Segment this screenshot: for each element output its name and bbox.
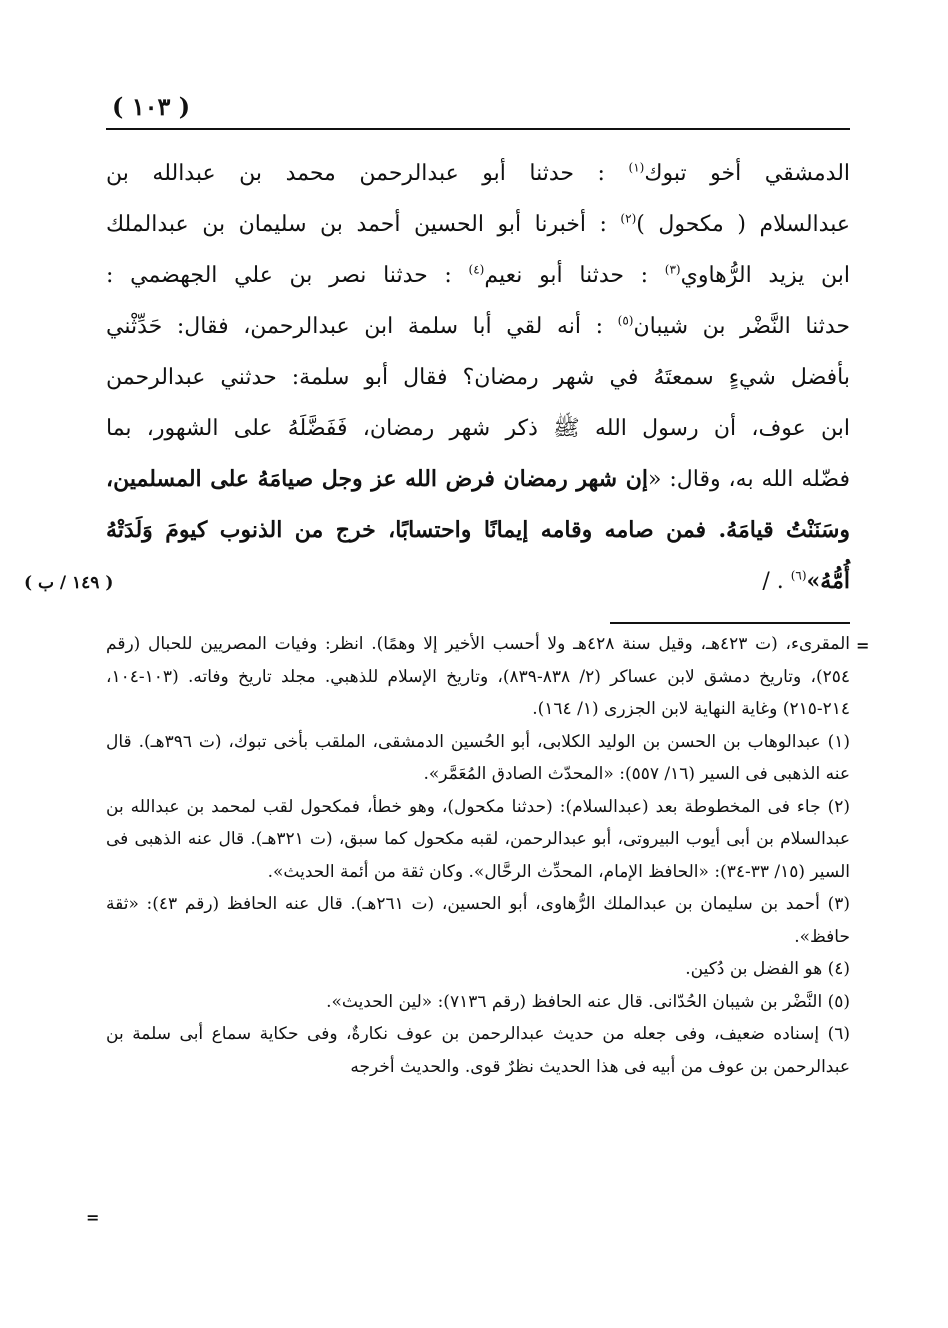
footnote-marker-5[interactable]: (٥) [617,313,634,328]
main-line-1-a: الدمشقي أخو تبوك [644,161,851,186]
main-line-1 [106,148,850,199]
continuation-mark-top: = [856,636,870,655]
main-line-2-a: عبدالسلام ( مكحول ) [636,212,850,237]
main-line-1-b: : حدثنا أبو عبدالرحمن محمد بن عبدالله بن [106,161,605,186]
continuation-mark-bottom: = [86,1208,100,1227]
main-text [106,148,850,607]
footnote-3: (٣) أحمد بن سليمان بن عبدالملك الرُّهاوى، أبو الحسين، (ت ٢٦١هـ). قال عنه الحافظ (رقم ٤٣): «ثقة حافظ». [106,894,850,947]
main-line-2-b: : أخبرنا أبو الحسين أحمد بن سليمان بن عبدالملك [106,212,607,237]
main-line-7 [106,454,850,505]
footnote-marker-6[interactable]: (٦) [790,568,807,583]
main-line-3 [106,250,850,301]
header-rule [106,128,850,130]
main-line-6: ابن عوف، أن رسول الله ﷺ ذكر شهر رمضان، فَفَضَّلَهُ على الشهور، بما [106,416,850,441]
main-line-3-b: : حدثنا أبو نعيم [484,263,649,288]
main-line-2 [106,199,850,250]
page-number: ( ١٠٣ ) [112,92,191,121]
footnote-marker-4[interactable]: (٤) [468,262,485,277]
footnote-1: (١) عبدالوهاب بن الحسن بن الوليد الكلابى، أبو الحُسين الدمشقى، الملقب بأخى تبوك، (ت ٣٩٦هـ). قال عنه الذهبى فى السير (١٦/ ٥٥٧): «المحدّث الصادق المُعَمَّر». [106,731,851,784]
footnote-2: (٢) جاء فى المخطوطة بعد (عبدالسلام): (حدثنا مكحول)، وهو خطأ، فمكحول لقب لمحمد بن عبدالله بن عبدالسلام بن أبى أيوب البيروتى، أبو عبدالرحمن، لقبه مكحول كما سبق، (ت ٣٢١هـ). قال عنه الذهبى فى السير (١٥/ ٣٣-٣٤): «الحافظ الإمام، المحدِّث الرحَّال». وكان ثقة من أئمة الحديث». [106,796,851,882]
main-line-4-a: حدثنا النَّضْر بن شيبان [633,314,851,339]
main-line-3-a: ابن يزيد الرُّهاوي [680,263,851,288]
footnote-5: (٥) النَّضْر بن شيبان الحُدّانى. قال عنه الحافظ (رقم ٧١٣٦): «لين الحديث». [326,991,850,1012]
main-line-4-b: : أنه لقي أبا سلمة ابن عبدالرحمن، فقال: حَدِّثْني [106,314,604,339]
footnote-4: (٤) هو الفضل بن دُكين. [685,959,850,979]
main-line-7-a: فضّله الله به، وقال: « [647,467,850,492]
main-line-9-end: . / [762,569,784,594]
hadith-quote-end: أُمُّهُ» [806,568,850,594]
main-line-5: بأفضل شيءٍ سمعتَهُ في شهر رمضان؟ فقال أبو سلمة: حدثني عبدالرحمن [106,365,850,390]
manuscript-folio-ref: ( ١٤٩ / ب ) [24,573,114,593]
footnote-marker-2[interactable]: (٢) [620,211,637,226]
main-line-3-c: : حدثنا نصر بن علي الجهضمي : [106,263,452,288]
main-line-9 [106,556,850,607]
footnote-continuation: المقرىء، (ت ٤٢٣هـ، وقيل سنة ٤٢٨هـ ولا أحسب الأخير إلا وهمًا). انظر: وفيات المصريين للحبال (رقم ٢٥٤)، وتاريخ دمشق لابن عساكر (٢/ ٨٣٨-٨٣٩)، وتاريخ الإسلام للذهبي. مجلد تاريخ وفاته. (١٠٣-١٠٤، ٢١٤-٢١٥) وغاية النهاية لابن الجزرى (١/ ١٦٤). [106,634,850,719]
footnote-marker-1[interactable]: (١) [628,160,645,175]
hadith-quote-start: إن شهر رمضان فرض الله عز وجل صيامَهُ على المسلمين، [106,466,648,492]
main-line-8: وسَنَنْتُ قيامَهُ. فمن صامه وقامه إيمانًا واحتسابًا، خرج من الذنوب كيومَ وَلَدَتْهُ [106,517,850,543]
footnote-marker-3[interactable]: (٣) [664,262,681,277]
footnotes [106,628,850,1083]
footnote-rule [610,622,850,624]
main-line-4 [106,301,850,352]
footnote-6: (٦) إسناده ضعيف، وفى جعله من حديث عبدالرحمن بن عوف نكارةٌ، وفى حكاية سماع أبى سلمة بن عبدالرحمن بن عوف من أبيه فى هذا الحديث نظرٌ قوى. والحديث أخرجه [106,1024,850,1077]
